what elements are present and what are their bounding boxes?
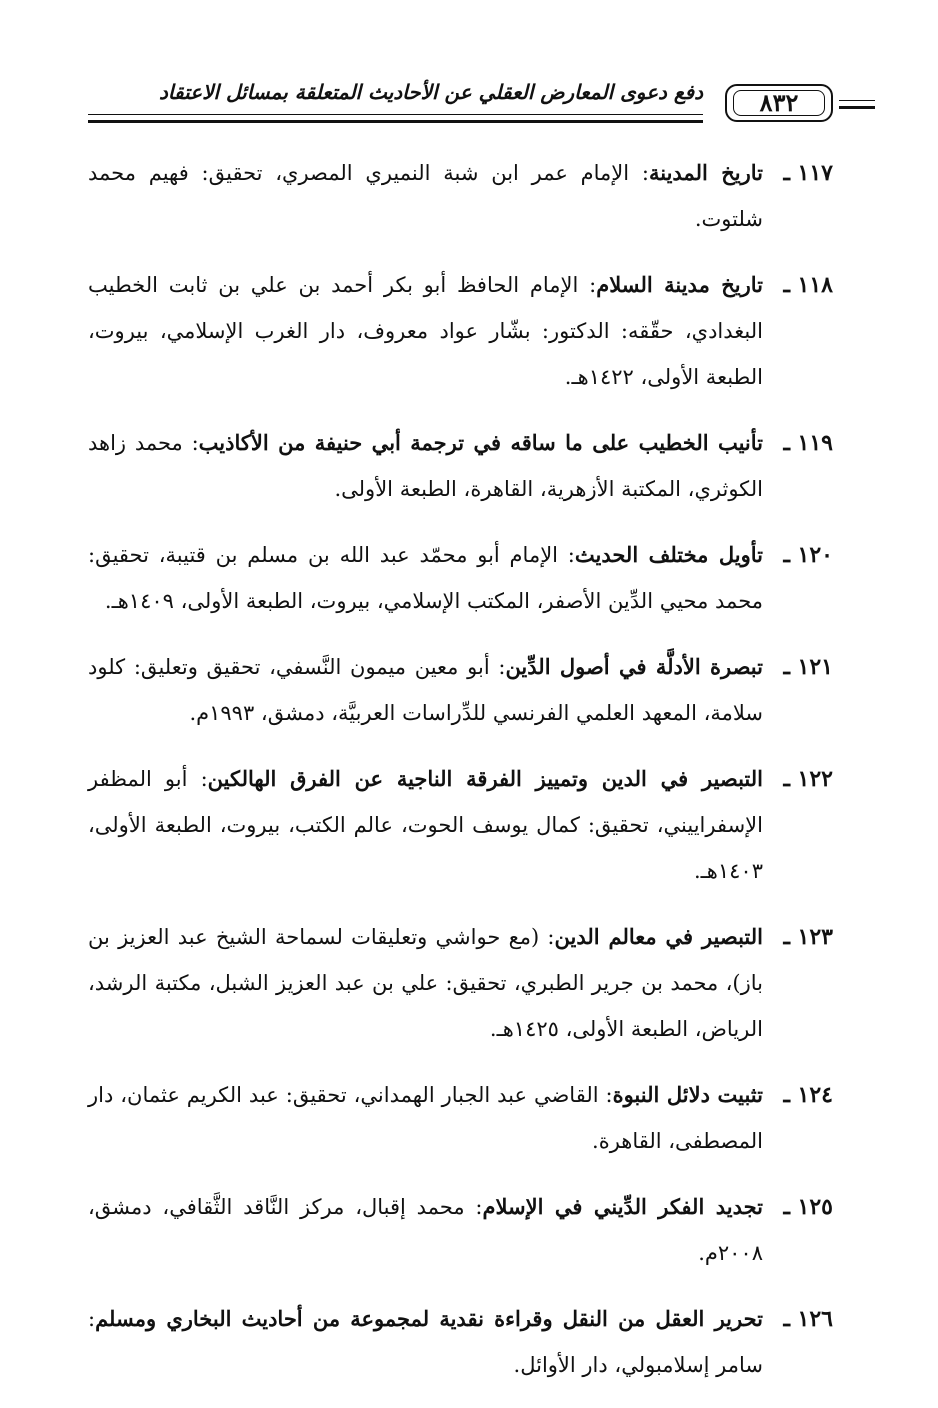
entry-details: : الإمام الحافظ أبو بكر أحمد بن علي بن ثابت الخطيب البغدادي، حقّقه: الدكتور: بشّار عواد معروف، دار الغرب الإسلامي، بيروت، الطبعة الأولى، ١٤٢٢هـ.	[88, 273, 763, 389]
entry-text	[88, 262, 763, 400]
entry-details: : (مع حواشي وتعليقات لسماحة الشيخ عبد العزيز بن باز)، محمد بن جرير الطبري، تحقيق: علي بن عبد العزيز الشبل، مكتبة الرشد، الرياض، الطبعة الأولى، ١٤٢٥هـ.	[88, 925, 763, 1041]
entry-title: تأويل مختلف الحديث	[574, 542, 763, 567]
page-number: ٨٣٢	[733, 90, 825, 116]
entry-number: ١٢١ ـ	[783, 654, 833, 680]
running-title: دفع دعوى المعارض العقلي عن الأحاديث المتعلقة بمسائل الاعتقاد	[158, 80, 703, 104]
entry-title: تاريخ مدينة السلام	[596, 272, 763, 297]
entry-title: التبصير في معالم الدين	[554, 924, 763, 949]
entry-text	[88, 914, 763, 1052]
entry-number: ١٢٥ ـ	[783, 1194, 833, 1220]
entry-text	[88, 1296, 763, 1388]
entry-details: : القاضي عبد الجبار الهمداني، تحقيق: عبد الكريم عثمان، دار المصطفى، القاهرة.	[88, 1083, 763, 1153]
entry-number: ١١٨ ـ	[783, 272, 833, 298]
entry-title: تأنيب الخطيب على ما ساقه في ترجمة أبي حنيفة من الأكاذيب	[198, 430, 764, 455]
header-rule-thick	[88, 120, 703, 123]
entry-details: : سامر إسلامبولي، دار الأوائل.	[88, 1307, 763, 1377]
header-rule-right	[839, 100, 875, 101]
entry-text	[88, 150, 763, 242]
entry-details: : الإمام أبو محمّد عبد الله بن مسلم بن قتيبة، تحقيق: محمد محيي الدِّين الأصفر، المكتب الإسلامي، بيروت، الطبعة الأولى، ١٤٠٩هـ.	[88, 543, 763, 613]
page-header	[88, 80, 833, 130]
bibliography-entry	[88, 150, 833, 242]
header-rule	[88, 114, 703, 115]
entry-text	[88, 532, 763, 624]
entry-number: ١٢٠ ـ	[783, 542, 833, 568]
entry-details: : أبو معين ميمون النَّسفي، تحقيق وتعليق: كلود سلامة، المعهد العلمي الفرنسي للدِّراسات العربيَّة، دمشق، ١٩٩٣م.	[88, 655, 763, 725]
entry-text	[88, 1072, 763, 1164]
bibliography-entry	[88, 914, 833, 1052]
entry-number: ١٢٦ ـ	[783, 1306, 833, 1332]
bibliography-entry	[88, 1072, 833, 1164]
entry-details: : محمد إقبال، مركز النَّاقد الثَّقافي، دمشق، ٢٠٠٨م.	[88, 1195, 763, 1265]
bibliography-entry	[88, 1296, 833, 1388]
entry-details: : أبو المظفر الإسفراييني، تحقيق: كمال يوسف الحوت، عالم الكتب، بيروت، الطبعة الأولى، ١٤٠٣هـ.	[88, 767, 763, 883]
page-number-frame	[725, 84, 833, 122]
entry-title: تثبيت دلائل النبوة	[612, 1082, 763, 1107]
entry-text	[88, 1184, 763, 1276]
bibliography-entry	[88, 420, 833, 512]
entry-title: تجديد الفكر الدِّيني في الإسلام	[482, 1194, 764, 1219]
bibliography-entry	[88, 1184, 833, 1276]
entry-details: : محمد زاهد الكوثري، المكتبة الأزهرية، القاهرة، الطبعة الأولى.	[88, 431, 763, 501]
entry-number: ١١٩ ـ	[783, 430, 833, 456]
entry-title: التبصير في الدين وتمييز الفرقة الناجية عن الفرق الهالكين	[207, 766, 763, 791]
entry-title: تحرير العقل من النقل وقراءة نقدية لمجموعة من أحاديث البخاري ومسلم	[95, 1306, 763, 1331]
header-rule-right-thick	[839, 106, 875, 109]
bibliography-entry	[88, 756, 833, 894]
bibliography-entry	[88, 644, 833, 736]
entry-number: ١٢٢ ـ	[783, 766, 833, 792]
entry-number: ١٢٣ ـ	[783, 924, 833, 950]
entry-number: ١١٧ ـ	[783, 160, 833, 186]
entry-text	[88, 420, 763, 512]
bibliography-list	[88, 150, 833, 1408]
entry-text	[88, 644, 763, 736]
entry-title: تاريخ المدينة	[648, 160, 763, 185]
entry-text	[88, 756, 763, 894]
bibliography-entry	[88, 262, 833, 400]
entry-title: تبصرة الأدلَّة في أصول الدِّين	[505, 654, 763, 679]
entry-details: : الإمام عمر ابن شبة النميري المصري، تحقيق: فهيم محمد شلتوت.	[88, 161, 763, 231]
bibliography-entry	[88, 532, 833, 624]
entry-number: ١٢٤ ـ	[783, 1082, 833, 1108]
